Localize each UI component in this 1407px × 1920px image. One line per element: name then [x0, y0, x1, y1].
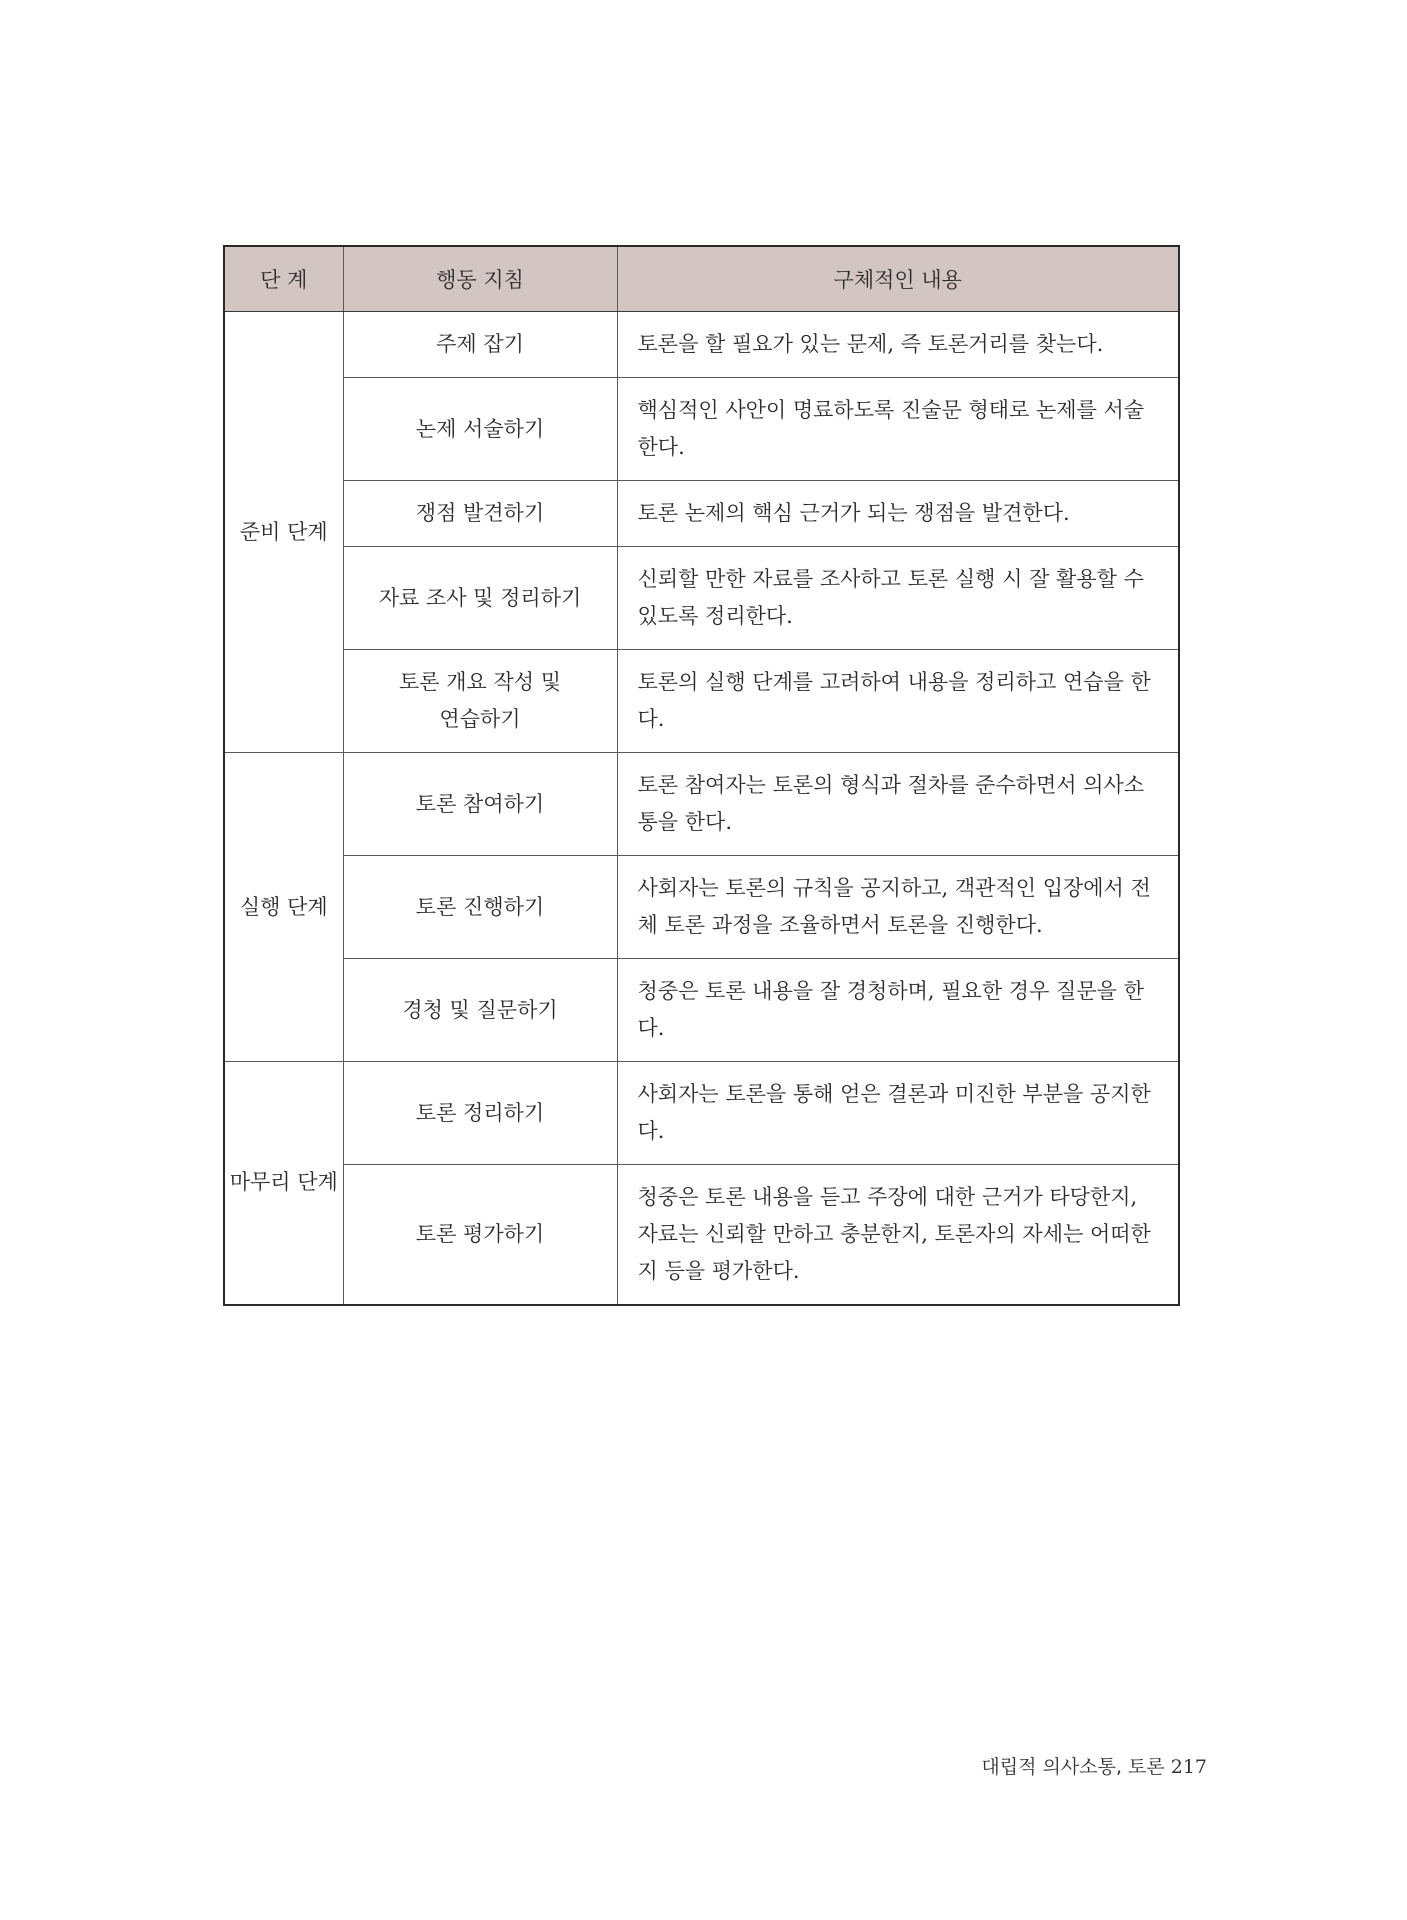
table-header-row: [224, 246, 1179, 312]
guideline-cell: [343, 1062, 617, 1165]
guideline-cell: [343, 959, 617, 1062]
detail-cell: 토론 참여자는 토론의 형식과 절차를 준수하면서 의사소통을 한다.: [617, 753, 1179, 856]
guideline-text: 쟁점 발견하기: [415, 501, 545, 525]
stage-cell-preparation: 준비 단계: [224, 312, 343, 753]
guideline-text: 토론 참여하기: [415, 791, 545, 816]
table-row: [224, 1062, 1179, 1165]
header-detail: 구체적인 내용: [617, 246, 1179, 312]
guideline-cell: [343, 312, 617, 378]
guideline-text: 논제 서술하기: [415, 416, 545, 441]
detail-cell: 사회자는 토론의 규칙을 공지하고, 객관적인 입장에서 전체 토론 과정을 조율하면서 토론을 진행한다.: [617, 856, 1179, 959]
detail-cell: 사회자는 토론을 통해 얻은 결론과 미진한 부분을 공지한다.: [617, 1062, 1179, 1165]
guideline-cell: [343, 378, 617, 481]
running-title: 대립적 의사소통, 토론: [981, 1756, 1165, 1778]
detail-cell: 신뢰할 만한 자료를 조사하고 토론 실행 시 잘 활용할 수 있도록 정리한다.: [617, 547, 1179, 650]
guideline-text: 연습하기: [439, 707, 521, 731]
detail-cell: 청중은 토론 내용을 잘 경청하며, 필요한 경우 질문을 한다.: [617, 959, 1179, 1062]
detail-cell: 청중은 토론 내용을 듣고 주장에 대한 근거가 타당한지, 자료는 신뢰할 만하고 충분한지, 토론자의 자세는 어떠한지 등을 평가한다.: [617, 1165, 1179, 1305]
table-row: [224, 856, 1179, 959]
guideline-text: 경청 및 질문하기: [402, 997, 558, 1022]
table-row: [224, 650, 1179, 753]
detail-cell: 핵심적인 사안이 명료하도록 진술문 형태로 논제를 서술한다.: [617, 378, 1179, 481]
guideline-text: 토론 진행하기: [415, 894, 545, 919]
table-row: [224, 959, 1179, 1062]
guideline-cell: [343, 650, 617, 753]
table-row: [224, 481, 1179, 547]
guideline-cell: [343, 481, 617, 547]
guideline-table: [223, 245, 1180, 1306]
guideline-cell: [343, 1165, 617, 1305]
guideline-text: 토론 평가하기: [415, 1221, 545, 1246]
table-row: [224, 312, 1179, 378]
guideline-text: 토론 정리하기: [415, 1100, 545, 1125]
guideline-cell: [343, 753, 617, 856]
table-row: [224, 547, 1179, 650]
guideline-text: 자료 조사 및 정리하기: [378, 585, 582, 610]
guideline-cell: [343, 547, 617, 650]
detail-cell: 토론을 할 필요가 있는 문제, 즉 토론거리를 찾는다.: [617, 312, 1179, 378]
page-number: 217: [1170, 1756, 1207, 1778]
header-stage: 단 계: [224, 246, 343, 312]
stage-cell-execution: 실행 단계: [224, 753, 343, 1062]
header-guideline: 행동 지침: [343, 246, 617, 312]
guideline-cell: [343, 856, 617, 959]
guideline-text: 토론 개요 작성 및: [398, 670, 562, 694]
table-row: [224, 753, 1179, 856]
page-footer: [981, 1752, 1207, 1779]
stage-cell-wrapup: 마무리 단계: [224, 1062, 343, 1305]
table-row: [224, 1165, 1179, 1305]
detail-cell: 토론의 실행 단계를 고려하여 내용을 정리하고 연습을 한다.: [617, 650, 1179, 753]
table-row: [224, 378, 1179, 481]
guideline-text: 주제 잡기: [436, 332, 524, 356]
detail-cell: 토론 논제의 핵심 근거가 되는 쟁점을 발견한다.: [617, 481, 1179, 547]
